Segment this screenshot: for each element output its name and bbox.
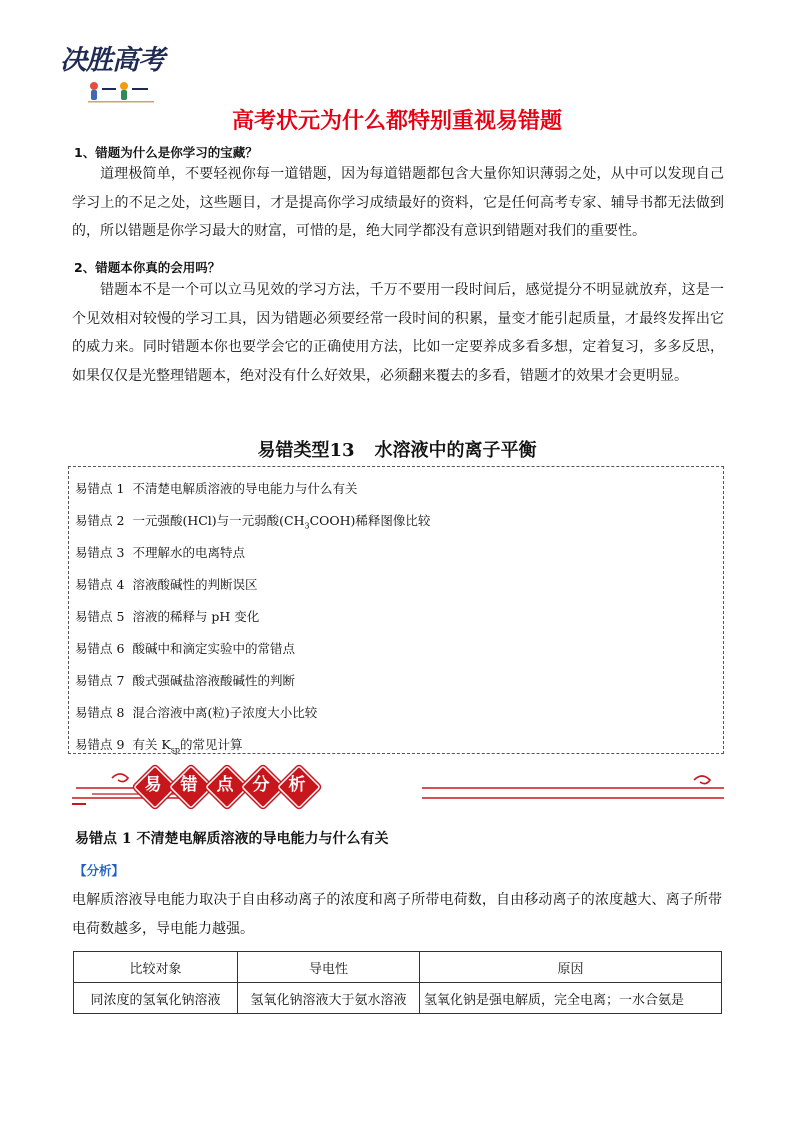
logo-text: 决胜高考 bbox=[60, 45, 164, 76]
table-header: 导电性 bbox=[238, 952, 420, 983]
error-type-title bbox=[0, 436, 794, 462]
table-cell: 氢氧化钠溶液大于氨水溶液 bbox=[238, 983, 420, 1014]
question-1-paragraph: 道理极简单，不要轻视你每一道错题，因为每道错题都包含大量你知识薄弱之处，从中可以发现自己学习上的不足之处，这些题目，才是提高你学习成绩最好的资料，它是任何高考专家、辅导书都无法做到的，所以错题是你学习最大的财富，可惜的是，绝大同学都没有意识到错题对我们的重要性。 bbox=[72, 166, 724, 239]
banner-diamond: 易 bbox=[134, 766, 172, 804]
table-cell: 同浓度的氢氧化钠溶液 bbox=[74, 983, 238, 1014]
banner-diamond: 点 bbox=[206, 766, 244, 804]
comparison-table bbox=[73, 951, 722, 1014]
error-point-item: 易错点 2 一元强酸(HCl)与一元弱酸$(CH_3COOH)$稀释图像比较 bbox=[75, 513, 431, 531]
table-row bbox=[74, 983, 722, 1014]
analysis-paragraph: 电解质溶液导电能力取决于自由移动离子的浓度和离子所带电荷数，自由移动离子的浓度越大、离子所带电荷数越多，导电能力越强。 bbox=[72, 892, 722, 937]
error-points-box bbox=[68, 466, 724, 754]
table-header: 原因 bbox=[420, 952, 722, 983]
error-point-item: 易错点 3 不理解水的电离特点 bbox=[75, 545, 245, 560]
error-point-item: 易错点 6 酸碱中和滴定实验中的常错点 bbox=[75, 641, 295, 656]
error-type-topic: 水溶液中的离子平衡 bbox=[374, 440, 537, 461]
section-heading: 易错点 1 不清楚电解质溶液的导电能力与什么有关 bbox=[75, 831, 389, 847]
question-2-heading: 2、错题本你真的会用吗？ bbox=[74, 260, 221, 275]
analysis-tag: 【分析】 bbox=[74, 863, 125, 878]
logo bbox=[60, 32, 172, 108]
logo-figures-icon bbox=[86, 78, 156, 104]
analysis-banner bbox=[72, 766, 724, 812]
error-point-item: 易错点 1 不清楚电解质溶液的导电能力与什么有关 bbox=[75, 481, 358, 496]
question-2-paragraph: 错题本不是一个可以立马见效的学习方法，千万不要用一段时间后，感觉提分不明显就放弃，这是一个见效相对较慢的学习工具，因为错题必须要经常一段时间的积累，量变才能引起质量，才最终发挥出它的威力来。同时错题本你也要学会它的正确使用方法，比如一定要养成多看多想，定着复习，多多反思，如果仅仅是光整理错题本，绝对没有什么好效果，必须翻来覆去的多看，错题才的效果才会更明显。 bbox=[72, 282, 724, 384]
table-header: 比较对象 bbox=[74, 952, 238, 983]
error-point-item: 易错点 5 溶液的稀释与 pH 变化 bbox=[75, 609, 260, 624]
error-point-item: 易错点 7 酸式强碱盐溶液酸碱性的判断 bbox=[75, 673, 295, 688]
error-point-item: 易错点 9 有关 $K_{sp}$的常见计算 bbox=[75, 737, 243, 755]
banner-diamond: 错 bbox=[170, 766, 208, 804]
banner-diamond: 分 bbox=[242, 766, 280, 804]
question-1-heading: 1、错题为什么是你学习的宝藏？ bbox=[74, 145, 258, 160]
table-cell: 氢氧化钠是强电解质，完全电离；一水合氨是 bbox=[420, 983, 722, 1014]
main-title: 高考状元为什么都特别重视易错题 bbox=[231, 109, 562, 134]
table-header-row bbox=[74, 952, 722, 983]
error-type-number: 易错类型13 bbox=[257, 440, 355, 461]
error-point-item: 易错点 4 溶液酸碱性的判断误区 bbox=[75, 577, 258, 592]
banner-diamond: 析 bbox=[278, 766, 316, 804]
error-point-item: 易错点 8 混合溶液中离(粒)子浓度大小比较 bbox=[75, 705, 318, 720]
